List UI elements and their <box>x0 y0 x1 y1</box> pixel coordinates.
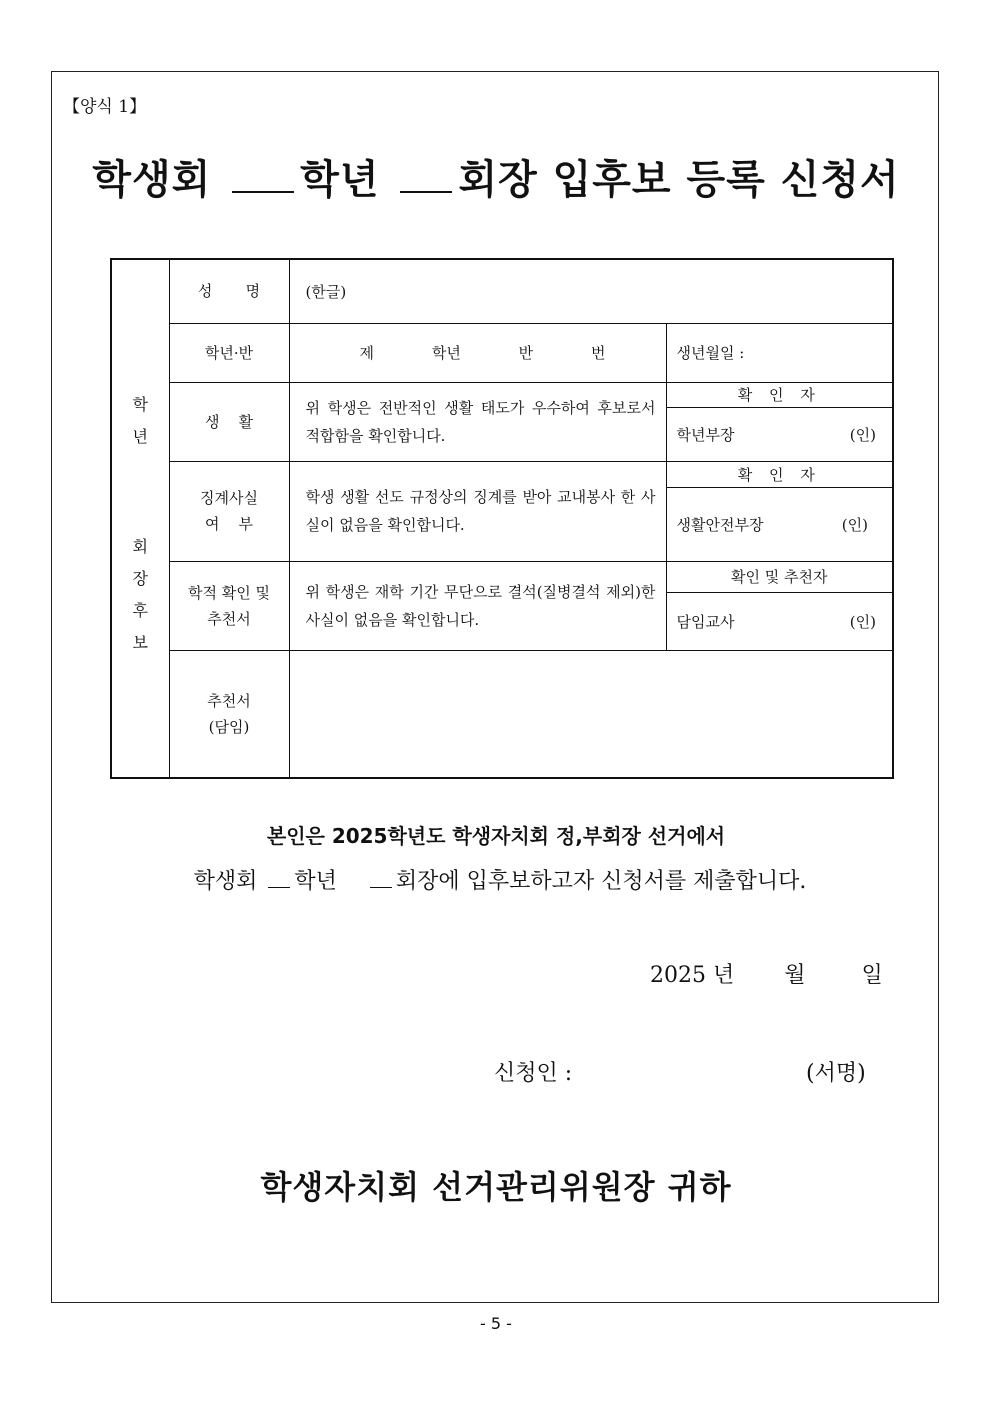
side-char: 장 <box>132 568 148 588</box>
grade-part: 반 <box>518 344 534 362</box>
statement-rest: 회장에 입후보하고자 신청서를 제출합니다. <box>395 869 807 894</box>
life-label-text: 생 활 <box>204 412 254 431</box>
grade-blank[interactable] <box>232 151 294 193</box>
side-char: 년 <box>132 426 148 446</box>
name-hint: (한글) <box>305 282 347 301</box>
date-year: 2025 <box>650 963 706 988</box>
date-month-unit: 월 <box>784 963 806 988</box>
date-year-unit: 년 <box>713 963 735 988</box>
record-label-line: 학적 확인 및 <box>188 583 270 602</box>
life-label <box>169 382 289 461</box>
statement-line-2 <box>0 864 992 895</box>
recommender-header: 확인 및 추천자 <box>666 561 893 592</box>
discipline-confirmer-header: 확 인 자 <box>666 461 893 487</box>
discipline-label-line: 징계사실 <box>200 489 258 507</box>
name-label-text: 성 명 <box>197 282 261 301</box>
position-blank[interactable] <box>400 151 452 193</box>
record-sign-cell[interactable] <box>666 592 893 650</box>
form-number: 【양식 1】 <box>63 97 147 117</box>
grade-part: 번 <box>590 344 606 362</box>
name-label <box>169 259 289 323</box>
record-label <box>169 561 289 650</box>
signature-label: (서명) <box>806 1061 866 1086</box>
discipline-description: 학생 생활 선도 규정상의 징계를 받아 교내봉사 한 사실이 없음을 확인합니다. <box>289 461 666 561</box>
name-field[interactable] <box>289 259 893 323</box>
seal-mark: (인) <box>849 425 876 444</box>
applicant-label: 신청인 : <box>494 1061 573 1086</box>
record-description: 위 학생은 재학 기간 무단으로 결석(질병결석 제외)한 사실이 없음을 확인합니다. <box>289 561 666 650</box>
recommendation-label-line: 추천서 <box>207 691 251 710</box>
side-char: 회 <box>132 536 148 556</box>
recommendation-label-line: (담임) <box>208 717 250 736</box>
statement-line-1: 본인은 2025학년도 학생자치회 정,부회장 선거에서 <box>266 824 726 848</box>
birthdate-field[interactable] <box>666 323 893 382</box>
discipline-label <box>169 461 289 561</box>
recommendation-field[interactable] <box>289 650 893 778</box>
side-char: 학 <box>132 394 148 414</box>
life-signer: 학년부장 <box>676 425 735 444</box>
grade-part: 학년 <box>431 344 461 362</box>
life-description: 위 학생은 전반적인 생활 태도가 우수하여 후보로서 적합함을 확인합니다. <box>289 382 666 461</box>
statement-grade-blank[interactable] <box>268 865 290 888</box>
title-part-grade: 학년 <box>300 156 380 203</box>
life-sign-cell[interactable] <box>666 407 893 461</box>
seal-mark: (인) <box>841 515 868 534</box>
registration-table <box>110 258 894 779</box>
document-title <box>0 148 992 205</box>
title-part-rest: 회장 입후보 등록 신청서 <box>458 156 900 203</box>
closing-addressee: 학생자치회 선거관리위원장 귀하 <box>260 1168 732 1206</box>
discipline-signer: 생활안전부장 <box>676 515 764 534</box>
title-part-council: 학생회 <box>92 156 212 203</box>
discipline-sign-cell[interactable] <box>666 487 893 561</box>
discipline-label-line: 여 부 <box>204 515 254 533</box>
seal-mark: (인) <box>849 612 876 631</box>
grade-class-field[interactable] <box>289 323 666 382</box>
side-label-cell <box>111 259 169 778</box>
statement-grade: 학년 <box>294 869 337 894</box>
recommendation-label <box>169 650 289 778</box>
side-char: 보 <box>132 632 148 652</box>
side-char: 후 <box>132 600 148 620</box>
record-signer: 담임교사 <box>676 612 735 631</box>
statement-council: 학생회 <box>193 869 258 894</box>
date-line <box>650 958 883 989</box>
life-confirmer-header: 확 인 자 <box>666 382 893 407</box>
birthdate-label: 생년월일 : <box>676 344 745 362</box>
record-label-line: 추천서 <box>207 609 251 628</box>
statement-position-blank[interactable] <box>370 865 392 888</box>
grade-part: 제 <box>359 344 374 362</box>
grade-class-label: 학년·반 <box>169 323 289 382</box>
date-day-unit: 일 <box>861 963 883 988</box>
page-number: - 5 - <box>480 1314 512 1333</box>
